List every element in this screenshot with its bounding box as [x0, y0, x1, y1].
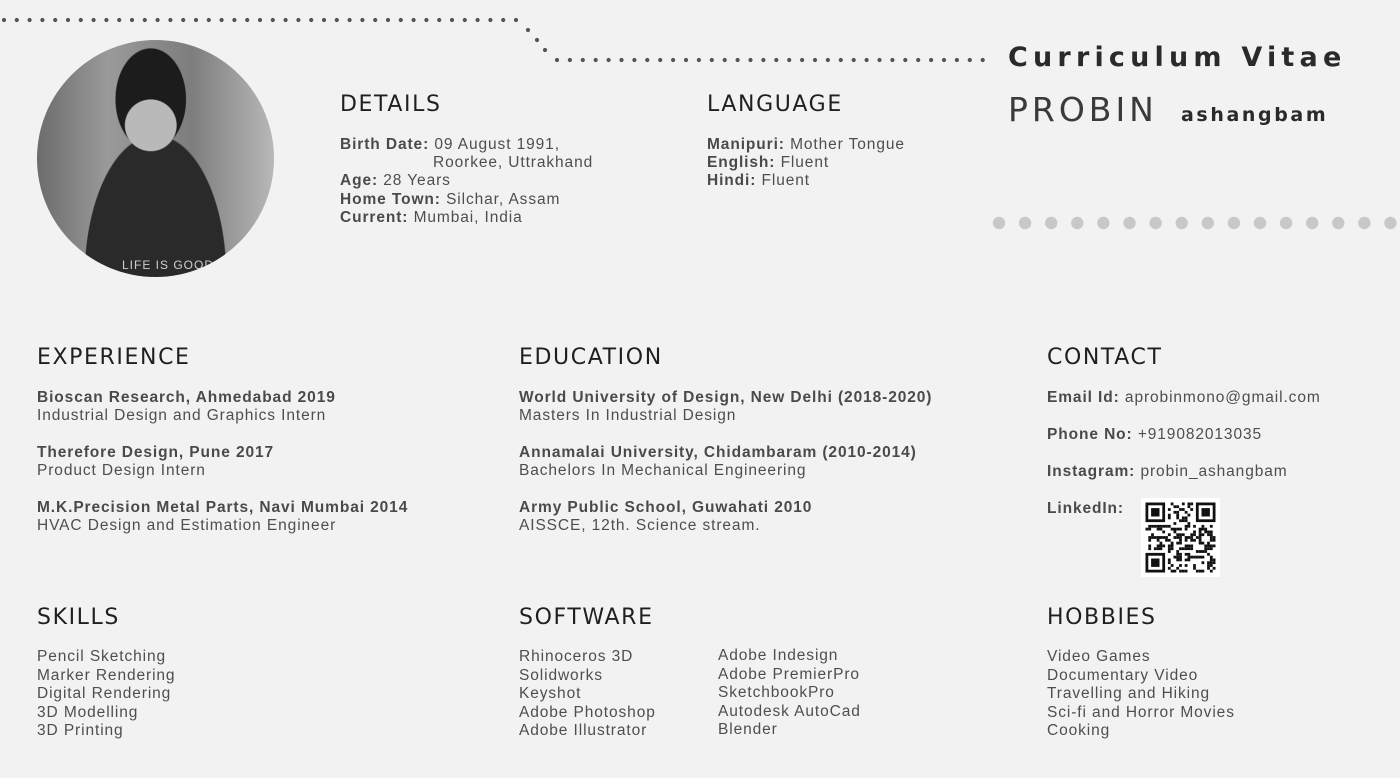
list-item: Documentary Video — [1047, 666, 1199, 684]
profile-photo — [37, 40, 274, 277]
phone-label: Phone No: — [1047, 426, 1133, 443]
list-item: Autodesk AutoCad — [718, 702, 861, 720]
education-degree: AISSCE, 12th. Science stream. — [519, 517, 761, 534]
list-item: Adobe Indesign — [718, 647, 839, 664]
instagram-row — [1047, 463, 1288, 482]
list-item: Adobe Photoshop — [519, 703, 656, 721]
linkedin-row — [1047, 500, 1124, 519]
birth-date-row — [340, 136, 560, 155]
photo-shirt-text: LIFE IS GOOD — [122, 258, 215, 272]
list-item: Sci-fi and Horror Movies — [1047, 703, 1235, 721]
linkedin-label: LinkedIn: — [1047, 500, 1124, 517]
language-label: Hindi: — [707, 172, 757, 189]
hobbies-heading: HOBBIES — [1047, 605, 1157, 630]
list-item: Solidworks — [519, 666, 603, 684]
list-item: Video Games — [1047, 648, 1151, 665]
phone-value[interactable]: +919082013035 — [1137, 426, 1263, 443]
phone-row — [1047, 426, 1262, 445]
email-link[interactable]: aprobinmono@gmail.com — [1124, 389, 1321, 406]
list-item: Blender — [718, 721, 778, 738]
current-row — [340, 209, 523, 228]
language-value: Fluent — [780, 154, 830, 171]
birth-place: Roorkee, Uttrakhand — [433, 154, 594, 171]
experience-heading: EXPERIENCE — [37, 345, 191, 370]
education-title-text: Army Public School, Guwahati 2010 — [519, 499, 813, 516]
age-row — [340, 172, 451, 191]
list-item: 3D Printing — [37, 722, 124, 739]
instagram-label: Instagram: — [1047, 463, 1136, 480]
education-title-text: World University of Design, New Delhi (2018-2020) — [519, 389, 933, 406]
experience-role: HVAC Design and Estimation Engineer — [37, 517, 337, 534]
skills-list — [37, 648, 175, 741]
experience-title-text: M.K.Precision Metal Parts, Navi Mumbai 2014 — [37, 499, 409, 516]
list-item: Pencil Sketching — [37, 648, 166, 665]
list-item: Cooking — [1047, 722, 1111, 739]
home-town-value: Silchar, Assam — [446, 191, 561, 208]
decorative-dotted-row — [985, 210, 1400, 240]
document-title: Curriculum Vitae — [1008, 42, 1347, 73]
language-item — [707, 136, 905, 155]
language-label: Manipuri: — [707, 136, 785, 153]
experience-title-text: Bioscan Research, Ahmedabad 2019 — [37, 389, 336, 406]
list-item: 3D Modelling — [37, 703, 139, 721]
education-heading: EDUCATION — [519, 345, 663, 370]
linkedin-qr-code-icon[interactable] — [1141, 498, 1220, 577]
details-heading: DETAILS — [340, 92, 442, 117]
education-title — [519, 389, 932, 408]
education-degree: Bachelors In Mechanical Engineering — [519, 462, 807, 479]
experience-title — [37, 444, 274, 463]
software-heading: SOFTWARE — [519, 605, 654, 630]
instagram-value[interactable]: probin_ashangbam — [1140, 463, 1288, 480]
skills-heading: SKILLS — [37, 605, 120, 630]
email-label: Email Id: — [1047, 389, 1120, 406]
education-title — [519, 499, 812, 518]
contact-heading: CONTACT — [1047, 345, 1163, 370]
home-town-label: Home Town: — [340, 191, 441, 208]
language-item — [707, 154, 829, 173]
language-value: Fluent — [761, 172, 811, 189]
education-degree: Masters In Industrial Design — [519, 407, 737, 424]
list-item: Travelling and Hiking — [1047, 685, 1211, 702]
current-value: Mumbai, India — [413, 209, 523, 226]
list-item: Adobe Illustrator — [519, 722, 648, 739]
education-title-text: Annamalai University, Chidambaram (2010-2014) — [519, 444, 917, 461]
email-row — [1047, 389, 1321, 408]
last-name: ashangbam — [1181, 104, 1329, 126]
list-item: Keyshot — [519, 685, 582, 702]
language-item — [707, 172, 810, 191]
experience-title-text: Therefore Design, Pune 2017 — [37, 444, 275, 461]
list-item: Adobe PremierPro — [718, 665, 860, 683]
home-town-row — [340, 191, 560, 210]
list-item: Marker Rendering — [37, 666, 176, 684]
experience-role: Product Design Intern — [37, 462, 206, 479]
education-title — [519, 444, 917, 463]
age-label: Age: — [340, 172, 379, 189]
birth-date-value: 09 August 1991, — [434, 136, 560, 153]
list-item: Digital Rendering — [37, 685, 172, 702]
current-label: Current: — [340, 209, 409, 226]
list-item: Rhinoceros 3D — [519, 648, 634, 665]
birth-date-label: Birth Date: — [340, 136, 430, 153]
language-value: Mother Tongue — [790, 136, 905, 153]
experience-title — [37, 499, 408, 518]
age-value: 28 Years — [383, 172, 451, 189]
hobbies-list — [1047, 648, 1235, 741]
language-label: English: — [707, 154, 776, 171]
language-heading: LANGUAGE — [707, 92, 843, 117]
software-list-col1 — [519, 648, 656, 741]
experience-title — [37, 389, 336, 408]
list-item: SketchbookPro — [718, 684, 835, 701]
software-list-col2 — [718, 647, 861, 740]
first-name: PROBIN — [1008, 90, 1158, 129]
experience-role: Industrial Design and Graphics Intern — [37, 407, 327, 424]
